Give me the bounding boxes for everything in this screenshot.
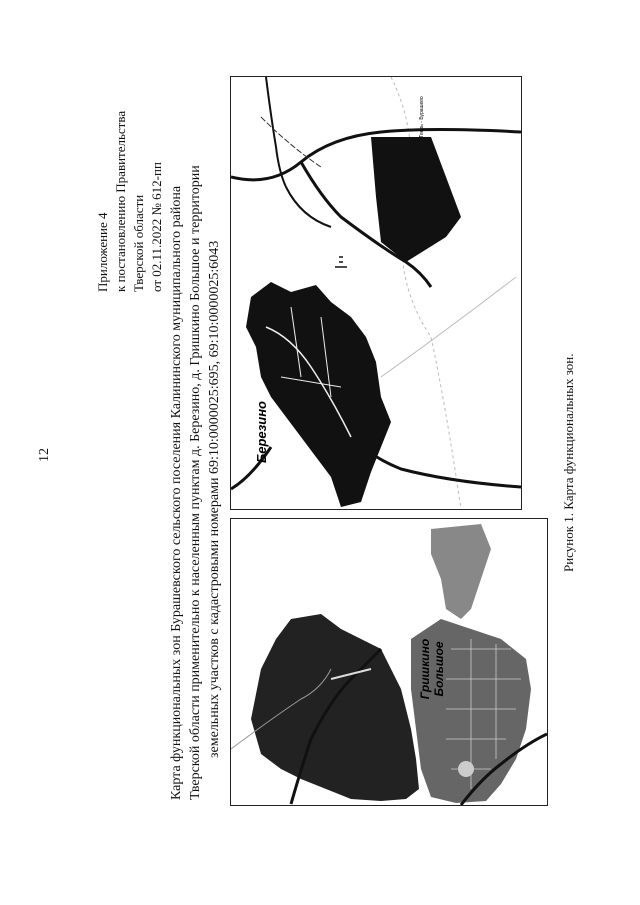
road-label: Тверь - Бурашево [419,96,425,138]
page-number: 12 [37,448,52,462]
appendix-line-4: от 02.11.2022 № 612-пп [149,162,164,292]
berezino-label: Березино [254,401,269,463]
grishkino-label-2: Большое [432,641,446,697]
berezino-map [231,77,521,509]
map-panel-berezino [230,76,522,510]
grishkino-label-1: Гришкино [418,638,432,700]
appendix-line-2: к постановлению Правительства [113,110,128,292]
figure-caption: Рисунок 1. Карта функциональных зон. [561,353,576,572]
map-panel-grishkino [230,518,548,806]
grishkino-map [231,519,547,805]
appendix-line-3: Тверской области [131,194,146,292]
appendix-line-1: Приложение 4 [95,212,110,292]
map-title-line-2: Тверской области применительно к населенным пунктам д. Березино, д. Гришкино Большое и территории [188,165,203,800]
map-title-line-1: Карта функциональных зон Бурашевского сельского поселения Калининского муниципального района [169,185,184,800]
map-title-line-3: земельных участков с кадастровыми номерами 69:10:0000025:695, 69:10:0000025:6043 [207,240,222,758]
